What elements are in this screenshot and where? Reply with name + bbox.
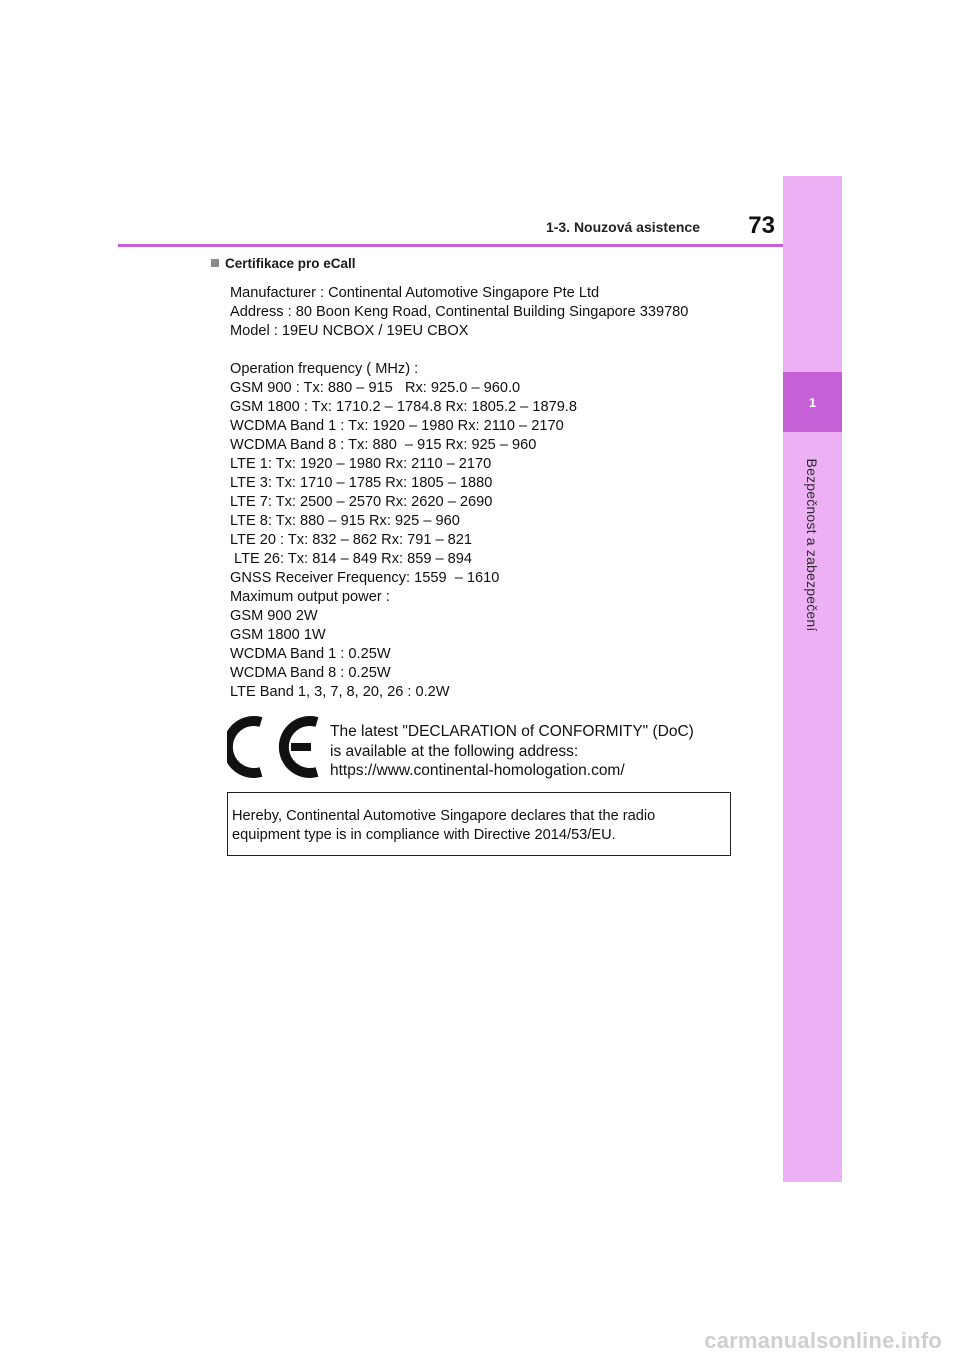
cert-line: GSM 900 : Tx: 880 – 915 Rx: 925.0 – 960.0	[230, 380, 521, 396]
doc-notice	[330, 722, 750, 781]
chapter-title-vertical: Bezpečnost a zabezpečení	[804, 458, 820, 632]
section-title: 1-3. Nouzová asistence	[545, 219, 700, 235]
cert-line: Address : 80 Boon Keng Road, Continental Building Singapore 339780	[230, 304, 689, 320]
cert-line: GSM 900 2W	[230, 608, 318, 624]
cert-line: Model : 19EU NCBOX / 19EU CBOX	[230, 323, 469, 339]
cert-line: LTE 20 : Tx: 832 – 862 Rx: 791 – 821	[230, 532, 473, 548]
cert-line: LTE 3: Tx: 1710 – 1785 Rx: 1805 – 1880	[230, 475, 493, 491]
doc-line: is available at the following address:	[330, 742, 579, 760]
cert-line: WCDMA Band 8 : Tx: 880 – 915 Rx: 925 – 960	[230, 437, 537, 453]
subheading-text: Certifikace pro eCall	[225, 256, 356, 271]
cert-line	[230, 341, 750, 360]
cert-line: WCDMA Band 1 : 0.25W	[230, 646, 391, 662]
cert-line: LTE 8: Tx: 880 – 915 Rx: 925 – 960	[230, 513, 460, 529]
compliance-line: Hereby, Continental Automotive Singapore declares that the radio	[232, 808, 656, 824]
cert-line: GSM 1800 1W	[230, 627, 326, 643]
chapter-number-box	[783, 372, 842, 432]
footer-watermark: carmanualsonline.info	[704, 1328, 942, 1353]
cert-line: WCDMA Band 8 : 0.25W	[230, 665, 391, 681]
page-number: 73	[748, 212, 775, 239]
cert-line: Operation frequency ( MHz) :	[230, 361, 419, 377]
chapter-number: 1	[808, 394, 817, 410]
header-divider	[118, 244, 783, 247]
doc-url: https://www.continental-homologation.com/	[330, 762, 625, 779]
ce-mark-icon	[227, 714, 323, 780]
cert-line: GSM 1800 : Tx: 1710.2 – 1784.8 Rx: 1805.2 – 1879.8	[230, 399, 577, 415]
doc-line: The latest "DECLARATION of CONFORMITY" (DoC)	[330, 723, 694, 740]
cert-line: LTE 1: Tx: 1920 – 1980 Rx: 2110 – 2170	[230, 456, 492, 472]
compliance-statement-box	[227, 792, 731, 856]
subheading	[211, 256, 356, 271]
bullet-square-icon	[211, 259, 219, 267]
certification-block	[230, 284, 750, 702]
cert-line: Maximum output power :	[230, 589, 390, 605]
cert-line: Manufacturer : Continental Automotive Singapore Pte Ltd	[230, 285, 600, 301]
cert-line: LTE 7: Tx: 2500 – 2570 Rx: 2620 – 2690	[230, 494, 493, 510]
compliance-line: equipment type is in compliance with Directive 2014/53/EU.	[232, 827, 616, 843]
cert-line: LTE Band 1, 3, 7, 8, 20, 26 : 0.2W	[230, 684, 450, 700]
chapter-side-tab	[783, 176, 842, 1182]
cert-line: LTE 26: Tx: 814 – 849 Rx: 859 – 894	[230, 551, 473, 567]
cert-line: WCDMA Band 1 : Tx: 1920 – 1980 Rx: 2110 – 2170	[230, 418, 564, 434]
cert-line: GNSS Receiver Frequency: 1559 – 1610	[230, 570, 500, 586]
